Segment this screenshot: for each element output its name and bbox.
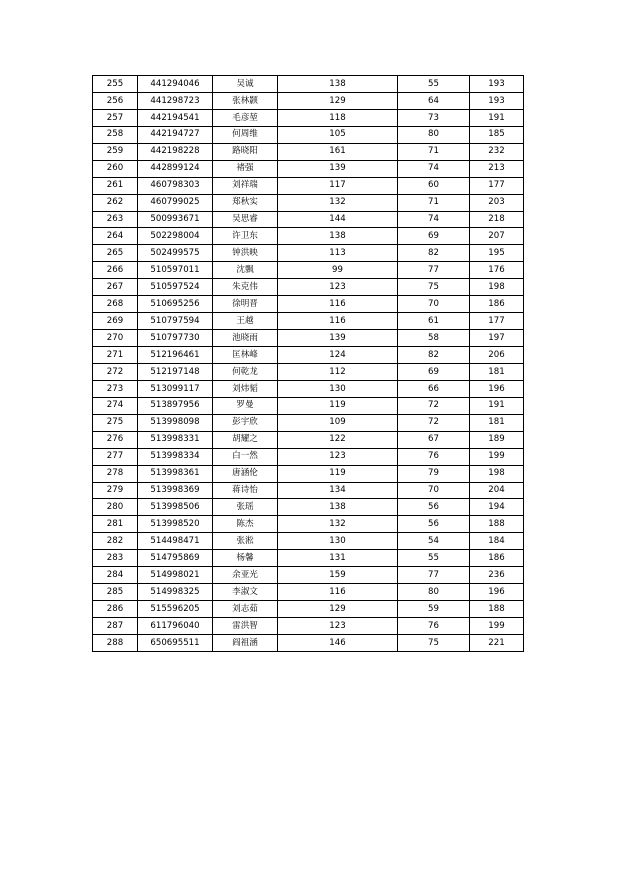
score-2-cell: 75 [398, 279, 470, 296]
name-cell: 张淞 [213, 533, 278, 550]
row-number-cell: 283 [93, 550, 138, 567]
row-number-cell: 280 [93, 499, 138, 516]
candidate-id-cell: 441298723 [138, 92, 213, 109]
table-row [93, 414, 524, 431]
score-2-cell: 75 [398, 634, 470, 651]
name-cell: 池晓雨 [213, 330, 278, 347]
total-score-cell: 186 [470, 550, 524, 567]
score-1-cell: 105 [278, 126, 398, 143]
total-score-cell: 204 [470, 482, 524, 499]
score-2-cell: 61 [398, 313, 470, 330]
total-score-cell: 198 [470, 465, 524, 482]
row-number-cell: 284 [93, 567, 138, 584]
table-row [93, 448, 524, 465]
score-2-cell: 71 [398, 143, 470, 160]
row-number-cell: 277 [93, 448, 138, 465]
table-row [93, 634, 524, 651]
score-1-cell: 161 [278, 143, 398, 160]
total-score-cell: 206 [470, 347, 524, 364]
total-score-cell: 195 [470, 245, 524, 262]
row-number-cell: 276 [93, 431, 138, 448]
row-number-cell: 256 [93, 92, 138, 109]
score-1-cell: 138 [278, 499, 398, 516]
name-cell: 徐明晋 [213, 296, 278, 313]
score-1-cell: 130 [278, 380, 398, 397]
name-cell: 刘志茹 [213, 601, 278, 618]
row-number-cell: 271 [93, 347, 138, 364]
table-row [93, 76, 524, 93]
name-cell: 胡耀之 [213, 431, 278, 448]
candidate-id-cell: 510797730 [138, 330, 213, 347]
name-cell: 郑秋实 [213, 194, 278, 211]
table-row [93, 567, 524, 584]
table-row [93, 262, 524, 279]
table-row [93, 211, 524, 228]
candidate-id-cell: 502499575 [138, 245, 213, 262]
row-number-cell: 255 [93, 76, 138, 93]
candidate-id-cell: 513998506 [138, 499, 213, 516]
score-1-cell: 113 [278, 245, 398, 262]
total-score-cell: 199 [470, 618, 524, 635]
row-number-cell: 266 [93, 262, 138, 279]
score-2-cell: 82 [398, 245, 470, 262]
row-number-cell: 257 [93, 109, 138, 126]
score-2-cell: 70 [398, 482, 470, 499]
total-score-cell: 191 [470, 109, 524, 126]
row-number-cell: 275 [93, 414, 138, 431]
candidate-id-cell: 442194541 [138, 109, 213, 126]
name-cell: 陈杰 [213, 516, 278, 533]
score-2-cell: 77 [398, 262, 470, 279]
score-1-cell: 138 [278, 228, 398, 245]
score-2-cell: 69 [398, 228, 470, 245]
score-1-cell: 117 [278, 177, 398, 194]
name-cell: 何周维 [213, 126, 278, 143]
score-2-cell: 80 [398, 584, 470, 601]
total-score-cell: 189 [470, 431, 524, 448]
candidate-id-cell: 510797594 [138, 313, 213, 330]
score-2-cell: 72 [398, 414, 470, 431]
total-score-cell: 191 [470, 397, 524, 414]
score-1-cell: 134 [278, 482, 398, 499]
table-row [93, 397, 524, 414]
name-cell: 张林颢 [213, 92, 278, 109]
score-1-cell: 124 [278, 347, 398, 364]
total-score-cell: 193 [470, 92, 524, 109]
name-cell: 刘祥瑞 [213, 177, 278, 194]
score-1-cell: 119 [278, 465, 398, 482]
row-number-cell: 262 [93, 194, 138, 211]
total-score-cell: 184 [470, 533, 524, 550]
table-row [93, 143, 524, 160]
table-row [93, 194, 524, 211]
total-score-cell: 197 [470, 330, 524, 347]
candidate-id-cell: 441294046 [138, 76, 213, 93]
row-number-cell: 269 [93, 313, 138, 330]
row-number-cell: 285 [93, 584, 138, 601]
row-number-cell: 263 [93, 211, 138, 228]
score-1-cell: 118 [278, 109, 398, 126]
row-number-cell: 270 [93, 330, 138, 347]
table-row [93, 109, 524, 126]
score-2-cell: 82 [398, 347, 470, 364]
candidate-id-cell: 442194727 [138, 126, 213, 143]
score-1-cell: 130 [278, 533, 398, 550]
candidate-id-cell: 502298004 [138, 228, 213, 245]
name-cell: 彭宇欣 [213, 414, 278, 431]
total-score-cell: 176 [470, 262, 524, 279]
name-cell: 王越 [213, 313, 278, 330]
candidate-id-cell: 515596205 [138, 601, 213, 618]
score-1-cell: 116 [278, 584, 398, 601]
table-row [93, 516, 524, 533]
table-row [93, 92, 524, 109]
score-2-cell: 54 [398, 533, 470, 550]
total-score-cell: 218 [470, 211, 524, 228]
table-row [93, 126, 524, 143]
total-score-cell: 213 [470, 160, 524, 177]
score-2-cell: 67 [398, 431, 470, 448]
row-number-cell: 264 [93, 228, 138, 245]
candidate-id-cell: 514998021 [138, 567, 213, 584]
total-score-cell: 236 [470, 567, 524, 584]
score-2-cell: 56 [398, 516, 470, 533]
score-1-cell: 123 [278, 279, 398, 296]
total-score-cell: 188 [470, 516, 524, 533]
table-row [93, 431, 524, 448]
candidate-id-cell: 513998520 [138, 516, 213, 533]
name-cell: 阎祖涵 [213, 634, 278, 651]
score-2-cell: 74 [398, 160, 470, 177]
score-1-cell: 109 [278, 414, 398, 431]
row-number-cell: 268 [93, 296, 138, 313]
score-2-cell: 64 [398, 92, 470, 109]
score-1-cell: 116 [278, 313, 398, 330]
score-2-cell: 66 [398, 380, 470, 397]
candidate-id-cell: 510597011 [138, 262, 213, 279]
table-row [93, 245, 524, 262]
table-row [93, 618, 524, 635]
name-cell: 朱克伟 [213, 279, 278, 296]
name-cell: 匡林峰 [213, 347, 278, 364]
score-2-cell: 74 [398, 211, 470, 228]
name-cell: 吴思睿 [213, 211, 278, 228]
score-2-cell: 55 [398, 76, 470, 93]
table-row [93, 380, 524, 397]
row-number-cell: 265 [93, 245, 138, 262]
name-cell: 罗曼 [213, 397, 278, 414]
row-number-cell: 282 [93, 533, 138, 550]
score-2-cell: 56 [398, 499, 470, 516]
candidate-id-cell: 442899124 [138, 160, 213, 177]
total-score-cell: 196 [470, 584, 524, 601]
table-row [93, 499, 524, 516]
score-1-cell: 132 [278, 516, 398, 533]
row-number-cell: 260 [93, 160, 138, 177]
score-1-cell: 139 [278, 330, 398, 347]
candidate-id-cell: 510695256 [138, 296, 213, 313]
name-cell: 蒋诗怡 [213, 482, 278, 499]
candidate-id-cell: 650695511 [138, 634, 213, 651]
table-row [93, 363, 524, 380]
score-1-cell: 144 [278, 211, 398, 228]
table-row [93, 482, 524, 499]
total-score-cell: 181 [470, 414, 524, 431]
score-1-cell: 131 [278, 550, 398, 567]
table-row [93, 347, 524, 364]
name-cell: 钟洪映 [213, 245, 278, 262]
total-score-cell: 193 [470, 76, 524, 93]
score-table [92, 75, 524, 652]
total-score-cell: 186 [470, 296, 524, 313]
name-cell: 张瑶 [213, 499, 278, 516]
total-score-cell: 194 [470, 499, 524, 516]
candidate-id-cell: 513099117 [138, 380, 213, 397]
table-row [93, 279, 524, 296]
row-number-cell: 259 [93, 143, 138, 160]
row-number-cell: 279 [93, 482, 138, 499]
score-table-body [93, 76, 524, 652]
score-2-cell: 59 [398, 601, 470, 618]
score-2-cell: 71 [398, 194, 470, 211]
score-1-cell: 146 [278, 634, 398, 651]
row-number-cell: 278 [93, 465, 138, 482]
row-number-cell: 287 [93, 618, 138, 635]
score-1-cell: 99 [278, 262, 398, 279]
table-row [93, 465, 524, 482]
table-row [93, 550, 524, 567]
score-1-cell: 112 [278, 363, 398, 380]
total-score-cell: 198 [470, 279, 524, 296]
name-cell: 何乾龙 [213, 363, 278, 380]
score-1-cell: 132 [278, 194, 398, 211]
candidate-id-cell: 513897956 [138, 397, 213, 414]
total-score-cell: 177 [470, 313, 524, 330]
candidate-id-cell: 513998334 [138, 448, 213, 465]
name-cell: 余亚光 [213, 567, 278, 584]
score-2-cell: 58 [398, 330, 470, 347]
score-1-cell: 159 [278, 567, 398, 584]
total-score-cell: 181 [470, 363, 524, 380]
name-cell: 白一然 [213, 448, 278, 465]
row-number-cell: 288 [93, 634, 138, 651]
total-score-cell: 207 [470, 228, 524, 245]
score-2-cell: 72 [398, 397, 470, 414]
table-row [93, 177, 524, 194]
name-cell: 雷洪智 [213, 618, 278, 635]
name-cell: 刘炜韬 [213, 380, 278, 397]
name-cell: 褚强 [213, 160, 278, 177]
table-row [93, 296, 524, 313]
candidate-id-cell: 510597524 [138, 279, 213, 296]
total-score-cell: 177 [470, 177, 524, 194]
candidate-id-cell: 514795869 [138, 550, 213, 567]
row-number-cell: 258 [93, 126, 138, 143]
score-1-cell: 116 [278, 296, 398, 313]
candidate-id-cell: 513998369 [138, 482, 213, 499]
row-number-cell: 281 [93, 516, 138, 533]
score-2-cell: 77 [398, 567, 470, 584]
score-2-cell: 76 [398, 448, 470, 465]
candidate-id-cell: 442198228 [138, 143, 213, 160]
score-1-cell: 122 [278, 431, 398, 448]
score-2-cell: 79 [398, 465, 470, 482]
total-score-cell: 203 [470, 194, 524, 211]
score-2-cell: 76 [398, 618, 470, 635]
score-1-cell: 129 [278, 92, 398, 109]
total-score-cell: 188 [470, 601, 524, 618]
name-cell: 唐涵伦 [213, 465, 278, 482]
score-1-cell: 138 [278, 76, 398, 93]
name-cell: 李淑文 [213, 584, 278, 601]
candidate-id-cell: 514998325 [138, 584, 213, 601]
candidate-id-cell: 460799025 [138, 194, 213, 211]
candidate-id-cell: 500993671 [138, 211, 213, 228]
total-score-cell: 221 [470, 634, 524, 651]
table-row [93, 228, 524, 245]
score-1-cell: 129 [278, 601, 398, 618]
table-row [93, 330, 524, 347]
total-score-cell: 232 [470, 143, 524, 160]
table-row [93, 313, 524, 330]
total-score-cell: 196 [470, 380, 524, 397]
candidate-id-cell: 512196461 [138, 347, 213, 364]
row-number-cell: 261 [93, 177, 138, 194]
name-cell: 沈飘 [213, 262, 278, 279]
score-2-cell: 55 [398, 550, 470, 567]
score-1-cell: 119 [278, 397, 398, 414]
table-row [93, 584, 524, 601]
candidate-id-cell: 513998331 [138, 431, 213, 448]
score-2-cell: 60 [398, 177, 470, 194]
table-row [93, 601, 524, 618]
table-row [93, 533, 524, 550]
name-cell: 毛彦堃 [213, 109, 278, 126]
score-2-cell: 70 [398, 296, 470, 313]
candidate-id-cell: 513998098 [138, 414, 213, 431]
candidate-id-cell: 512197148 [138, 363, 213, 380]
row-number-cell: 274 [93, 397, 138, 414]
name-cell: 许卫东 [213, 228, 278, 245]
name-cell: 路晓阳 [213, 143, 278, 160]
row-number-cell: 267 [93, 279, 138, 296]
row-number-cell: 273 [93, 380, 138, 397]
name-cell: 吴诚 [213, 76, 278, 93]
score-1-cell: 123 [278, 618, 398, 635]
score-1-cell: 139 [278, 160, 398, 177]
candidate-id-cell: 460798303 [138, 177, 213, 194]
score-2-cell: 80 [398, 126, 470, 143]
total-score-cell: 199 [470, 448, 524, 465]
score-1-cell: 123 [278, 448, 398, 465]
name-cell: 杨馨 [213, 550, 278, 567]
row-number-cell: 286 [93, 601, 138, 618]
score-2-cell: 73 [398, 109, 470, 126]
candidate-id-cell: 513998361 [138, 465, 213, 482]
candidate-id-cell: 514498471 [138, 533, 213, 550]
row-number-cell: 272 [93, 363, 138, 380]
score-2-cell: 69 [398, 363, 470, 380]
candidate-id-cell: 611796040 [138, 618, 213, 635]
table-row [93, 160, 524, 177]
total-score-cell: 185 [470, 126, 524, 143]
